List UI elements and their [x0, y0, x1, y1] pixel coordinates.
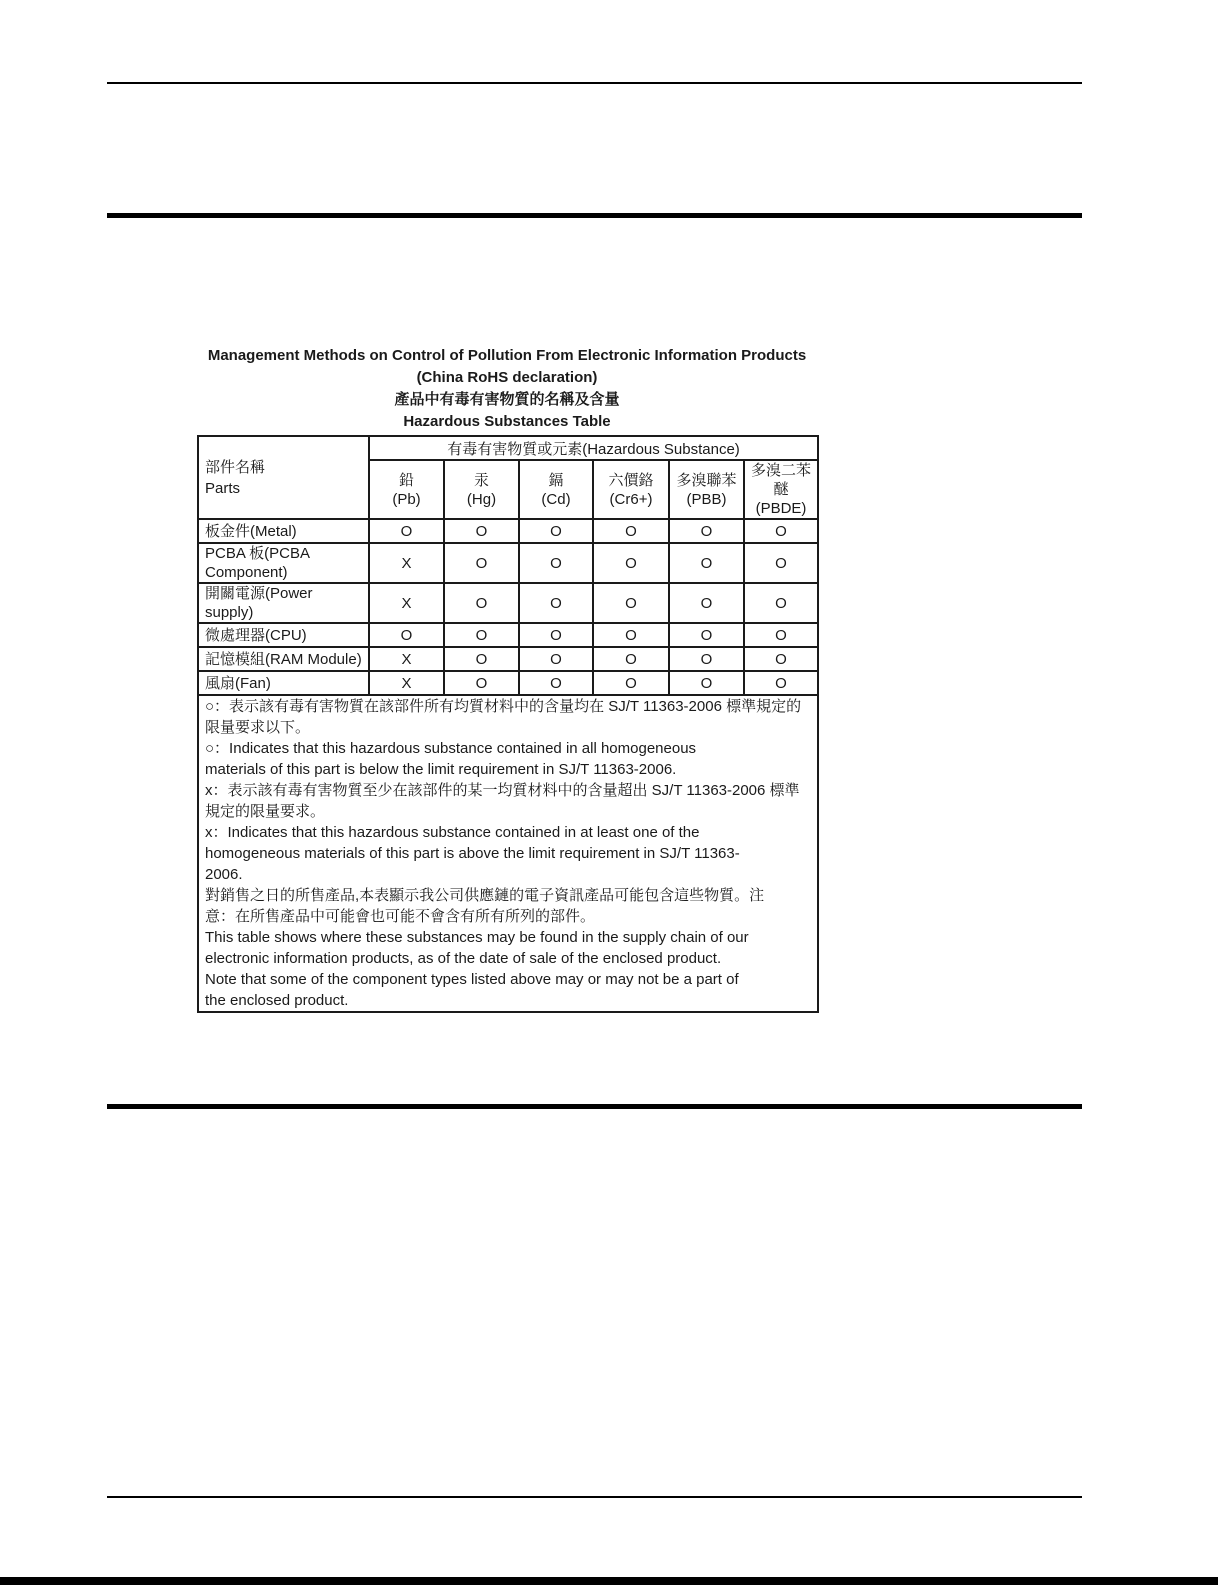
value-cell: O	[744, 583, 818, 623]
footnote-line: x：Indicates that this hazardous substance contained in at least one of the	[205, 824, 700, 841]
value-cell: O	[669, 543, 744, 583]
value-cell: O	[593, 647, 669, 671]
value-cell: O	[744, 647, 818, 671]
table-row-fan	[198, 671, 818, 695]
col-header-pbb-symbol: (PBB)	[686, 490, 727, 508]
page-bottom-bar	[0, 1577, 1218, 1585]
value-cell: O	[444, 583, 519, 623]
table-title-block	[197, 345, 817, 433]
substances-group-header-cell: 有毒有害物質或元素(Hazardous Substance)	[369, 436, 818, 460]
part-name-cell: 板金件(Metal)	[198, 519, 369, 543]
col-header-cd	[519, 460, 593, 519]
footnote-line: 對銷售之日的所售產品,本表顯示我公司供應鏈的電子資訊產品可能包含這些物質。注	[205, 887, 765, 904]
footnote-line: 限量要求以下。	[205, 719, 311, 736]
value-cell: O	[669, 671, 744, 695]
value-cell: O	[444, 671, 519, 695]
part-name-cell: 開關電源(Power supply)	[198, 583, 369, 623]
value-cell: O	[593, 519, 669, 543]
value-cell: O	[593, 623, 669, 647]
value-cell: X	[369, 583, 444, 623]
section-rule-top	[107, 213, 1082, 218]
value-cell: O	[369, 519, 444, 543]
value-cell: O	[669, 647, 744, 671]
section-rule-bottom	[107, 1104, 1082, 1109]
value-cell: O	[369, 623, 444, 647]
value-cell: O	[519, 519, 593, 543]
value-cell: O	[669, 583, 744, 623]
footnote-line: ○：Indicates that this hazardous substance contained in all homogeneous	[205, 740, 697, 757]
title-line-chinese: 產品中有毒有害物質的名稱及含量	[394, 391, 620, 408]
footnote-line: materials of this part is below the limit requirement in SJ/T 11363-2006.	[205, 761, 677, 778]
footnote-cell	[198, 695, 818, 1012]
value-cell: O	[744, 671, 818, 695]
footnote-line: electronic information products, as of the date of sale of the enclosed product.	[205, 950, 722, 967]
value-cell: O	[519, 543, 593, 583]
title-line-hazardous-substances: Hazardous Substances Table	[403, 413, 611, 430]
title-line-china-rohs: (China RoHS declaration)	[416, 369, 598, 386]
table-row-cpu	[198, 623, 818, 647]
col-header-cr6	[593, 460, 669, 519]
value-cell: O	[519, 647, 593, 671]
table-row-metal	[198, 519, 818, 543]
col-header-cd-zh: 鎘	[548, 471, 564, 489]
part-name-cell: PCBA 板(PCBA Component)	[198, 543, 369, 583]
table-row-pcba	[198, 543, 818, 583]
value-cell: O	[444, 543, 519, 583]
title-line-management-methods: Management Methods on Control of Pollution From Electronic Information Products	[207, 347, 807, 364]
value-cell: O	[744, 519, 818, 543]
header-row-substance-group	[198, 436, 818, 460]
part-name-cell: 風扇(Fan)	[198, 671, 369, 695]
parts-header-cell	[198, 436, 369, 519]
col-header-hg-symbol: (Hg)	[466, 490, 497, 508]
col-header-pbb	[669, 460, 744, 519]
header-rule	[107, 82, 1082, 84]
col-header-hg-zh: 汞	[473, 471, 489, 489]
parts-header-zh: 部件名稱	[205, 458, 266, 476]
value-cell: O	[593, 543, 669, 583]
value-cell: X	[369, 647, 444, 671]
value-cell: O	[519, 583, 593, 623]
value-cell: X	[369, 671, 444, 695]
footnote-line: x：表示該有毒有害物質至少在該部件的某一均質材料中的含量超出 SJ/T 11363-2006 標準	[205, 782, 800, 799]
parts-header-en: Parts	[205, 479, 241, 497]
col-header-cd-symbol: (Cd)	[541, 490, 571, 508]
table-row-power-supply	[198, 583, 818, 623]
col-header-pbde	[744, 460, 818, 519]
value-cell: O	[444, 647, 519, 671]
col-header-pb-zh: 鉛	[398, 471, 414, 489]
value-cell: O	[444, 623, 519, 647]
footnote-line: 意：在所售產品中可能會也可能不會含有所有所列的部件。	[205, 908, 596, 925]
part-name-cell: 記憶模組(RAM Module)	[198, 647, 369, 671]
value-cell: X	[369, 543, 444, 583]
footer-rule	[107, 1496, 1082, 1498]
value-cell: O	[669, 519, 744, 543]
footnote-line: homogeneous materials of this part is above the limit requirement in SJ/T 11363-	[205, 845, 740, 862]
value-cell: O	[593, 671, 669, 695]
value-cell: O	[744, 543, 818, 583]
col-header-pb-symbol: (Pb)	[392, 490, 421, 508]
value-cell: O	[444, 519, 519, 543]
col-header-pbde-zh: 多溴二苯	[751, 462, 812, 479]
footnote-row	[198, 695, 818, 1012]
footnote-line: Note that some of the component types listed above may or may not be a part of	[205, 971, 739, 988]
col-header-cr6-zh: 六價鉻	[608, 471, 654, 489]
col-header-pbde-symbol: 醚(PBDE)	[755, 481, 807, 517]
value-cell: O	[519, 671, 593, 695]
col-header-cr6-symbol: (Cr6+)	[609, 490, 653, 508]
footnote-line: ○：表示該有毒有害物質在該部件所有均質材料中的含量均在 SJ/T 11363-2006 標準規定的	[205, 698, 802, 715]
footnote-line: the enclosed product.	[205, 992, 349, 1009]
col-header-pbb-zh: 多溴聯苯	[676, 471, 737, 489]
table-row-ram-module	[198, 647, 818, 671]
col-header-pb	[369, 460, 444, 519]
footnote-line: 2006.	[205, 866, 243, 883]
hazardous-substances-table	[197, 435, 819, 1013]
value-cell: O	[519, 623, 593, 647]
col-header-hg	[444, 460, 519, 519]
value-cell: O	[593, 583, 669, 623]
value-cell: O	[669, 623, 744, 647]
value-cell: O	[744, 623, 818, 647]
footnote-line: This table shows where these substances may be found in the supply chain of our	[205, 929, 749, 946]
footnote-line: 規定的限量要求。	[205, 803, 326, 820]
part-name-cell: 微處理器(CPU)	[198, 623, 369, 647]
